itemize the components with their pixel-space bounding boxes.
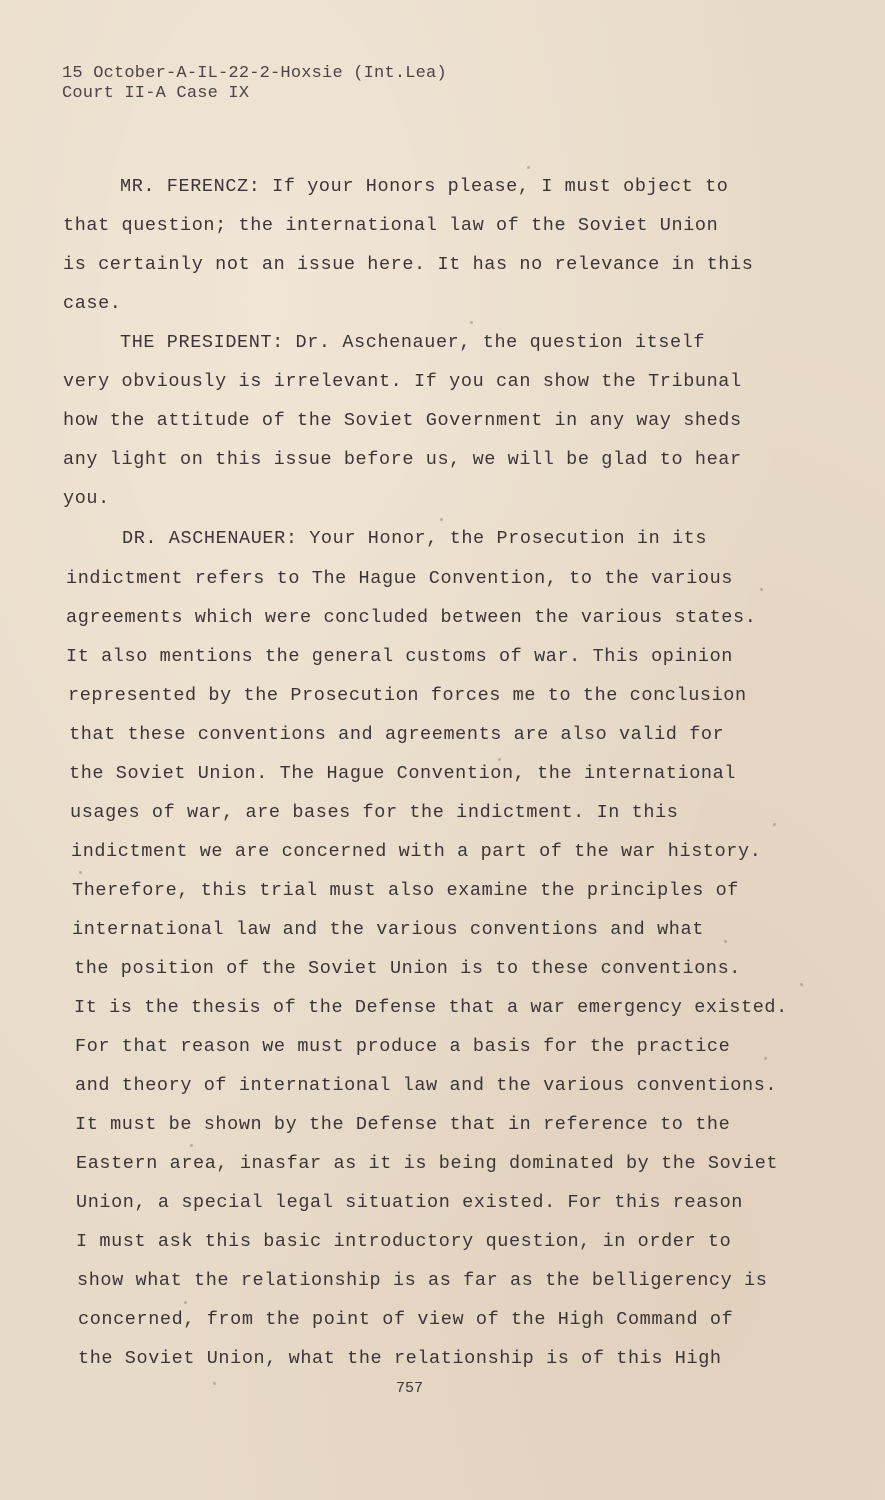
transcript-line: any light on this issue before us, we will be glad to hear — [63, 449, 742, 470]
paper-speck — [498, 758, 501, 761]
transcript-line: show what the relationship is as far as the belligerency is — [77, 1270, 768, 1291]
transcript-line: MR. FERENCZ: If your Honors please, I must object to — [120, 176, 729, 197]
transcript-line: Union, a special legal situation existed. For this reason — [76, 1192, 744, 1213]
paper-speck — [79, 871, 82, 874]
transcript-line: is certainly not an issue here. It has no relevance in this — [63, 254, 754, 275]
transcript-line: It is the thesis of the Defense that a war emergency existed. — [74, 997, 788, 1018]
paper-speck — [724, 940, 727, 943]
transcript-line: that question; the international law of the Soviet Union — [63, 215, 719, 236]
paper-speck — [773, 823, 776, 826]
paper-speck — [760, 588, 763, 591]
paper-speck — [527, 166, 530, 169]
paper-speck — [190, 1144, 193, 1147]
transcript-line: and theory of international law and the various conventions. — [75, 1075, 778, 1096]
transcript-line: indictment refers to The Hague Convention, to the various — [66, 568, 734, 589]
paper-speck — [184, 1301, 187, 1304]
transcript-line: Therefore, this trial must also examine the principles of — [72, 880, 740, 901]
paper-speck — [764, 1057, 767, 1060]
transcript-line: indictment we are concerned with a part of the war history. — [71, 841, 762, 862]
transcript-line: DR. ASCHENAUER: Your Honor, the Prosecution in its — [122, 528, 708, 549]
transcript-line: I must ask this basic introductory question, in order to — [76, 1231, 732, 1252]
transcript-line: the position of the Soviet Union is to these conventions. — [74, 958, 742, 979]
transcript-line: usages of war, are bases for the indictment. In this — [70, 802, 679, 823]
page-number: 757 — [396, 1380, 424, 1397]
transcript-line: case. — [63, 293, 122, 314]
paper-speck — [213, 1382, 216, 1385]
paper-speck — [800, 983, 803, 986]
paper-speck — [440, 518, 443, 521]
transcript-line: Eastern area, inasfar as it is being dominated by the Soviet — [76, 1153, 779, 1174]
transcript-line: agreements which were concluded between the various states. — [66, 607, 757, 628]
transcript-line: concerned, from the point of view of the High Command of — [78, 1309, 734, 1330]
transcript-line: It must be shown by the Defense that in reference to the — [75, 1114, 731, 1135]
transcript-line: very obviously is irrelevant. If you can show the Tribunal — [63, 371, 742, 392]
header-court-line: Court II-A Case IX — [62, 84, 250, 103]
transcript-line: how the attitude of the Soviet Government in any way sheds — [63, 410, 742, 431]
transcript-line: THE PRESIDENT: Dr. Aschenauer, the question itself — [120, 332, 706, 353]
transcript-line: the Soviet Union. The Hague Convention, the international — [69, 763, 737, 784]
paper-speck — [470, 321, 473, 324]
transcript-line: It also mentions the general customs of war. This opinion — [66, 646, 734, 667]
transcript-line: represented by the Prosecution forces me to the conclusion — [68, 685, 747, 706]
transcript-line: that these conventions and agreements are also valid for — [69, 724, 725, 745]
header-session-line: 15 October-A-IL-22-2-Hoxsie (Int.Lea) — [62, 64, 447, 83]
transcript-line: you. — [63, 488, 110, 509]
transcript-line: international law and the various conventions and what — [72, 919, 704, 940]
transcript-line: the Soviet Union, what the relationship is of this High — [78, 1348, 722, 1369]
transcript-line: For that reason we must produce a basis for the practice — [75, 1036, 731, 1057]
